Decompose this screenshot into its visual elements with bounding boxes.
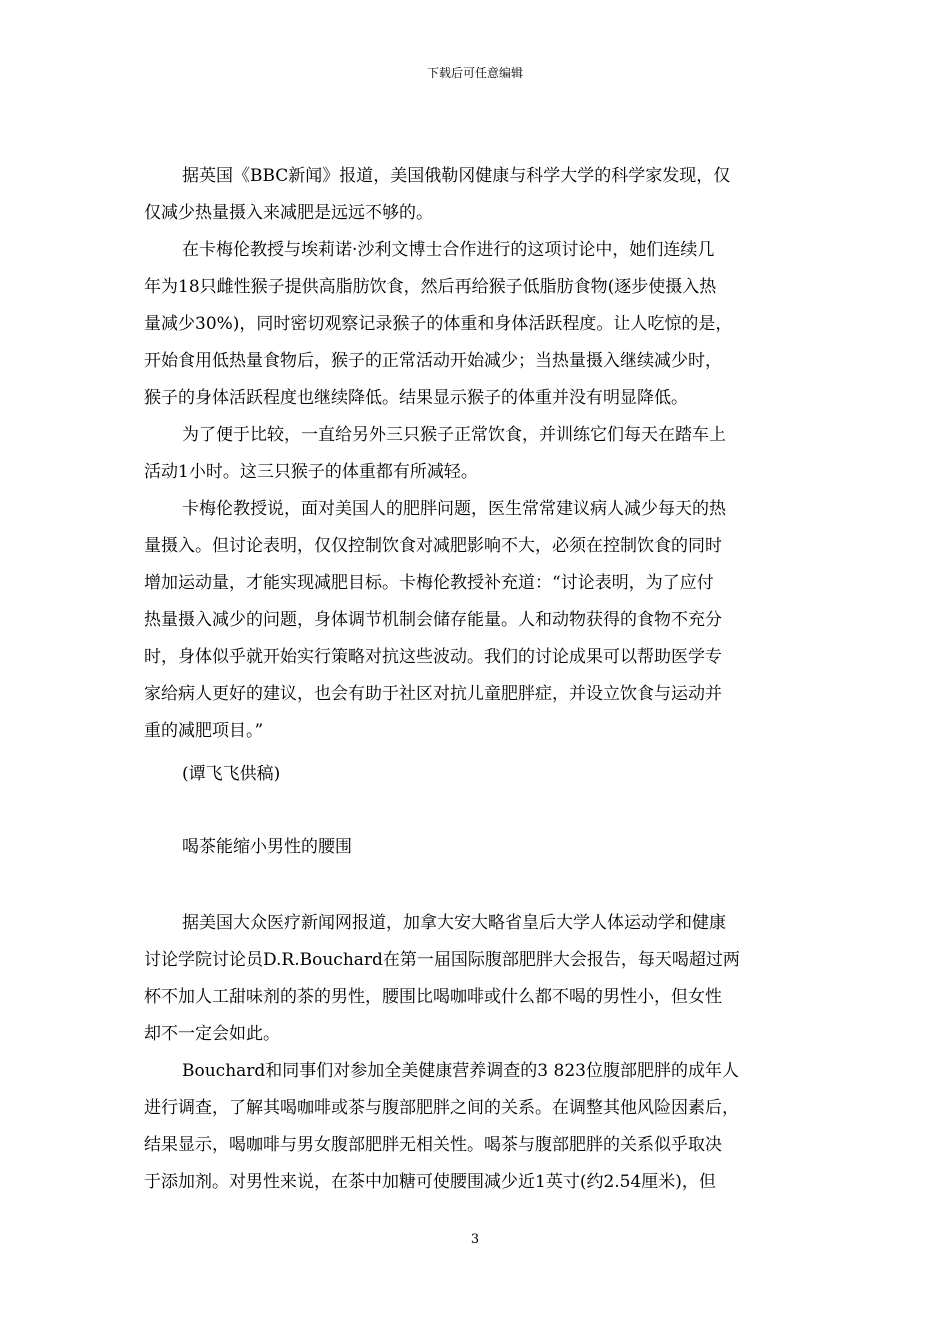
text-line: 进行调查，了解其喝咖啡或茶与腹部肥胖之间的关系。在调整其他风险因素后， (144, 1098, 739, 1118)
text-line: 仅减少热量摄入来减肥是远远不够的。 (144, 203, 433, 223)
text-line: 量摄入。但讨论表明，仅仅控制饮食对减肥影响不大，必须在控制饮食的同时 (144, 536, 722, 556)
text-line: 为了便于比较，一直给另外三只猴子正常饮食，并训练它们每天在踏车上 (182, 425, 726, 445)
text-line: 据美国大众医疗新闻网报道，加拿大安大略省皇后大学人体运动学和健康 (182, 913, 726, 933)
credit-line: (谭飞飞供稿) (182, 764, 281, 784)
text-line: 杯不加人工甜味剂的茶的男性，腰围比喝咖啡或什么都不喝的男性小，但女性 (144, 987, 722, 1007)
text-line: 重的减肥项目。” (144, 721, 264, 741)
text-line: Bouchard和同事们对参加全美健康营养调查的3 823位腹部肥胖的成年人 (182, 1061, 739, 1081)
text-line: 开始食用低热量食物后，猴子的正常活动开始减少；当热量摄入继续减少时， (144, 351, 722, 371)
text-line: 猴子的身体活跃程度也继续降低。结果显示猴子的体重并没有明显降低。 (144, 388, 688, 408)
page-header: 下载后可任意编辑 (426, 66, 523, 80)
text-line: 增加运动量，才能实现减肥目标。卡梅伦教授补充道：“讨论表明，为了应付 (144, 573, 714, 593)
text-line: 于添加剂。对男性来说，在茶中加糖可使腰围减少近1英寸(约2.54厘米)，但 (144, 1172, 716, 1192)
text-line: 据英国《BBC新闻》报道，美国俄勒冈健康与科学大学的科学家发现，仅 (182, 166, 731, 186)
section-title: 喝茶能缩小男性的腰围 (182, 837, 352, 857)
text-line: 却不一定会如此。 (144, 1024, 280, 1044)
text-line: 活动1小时。这三只猴子的体重都有所减轻。 (144, 462, 478, 482)
page-number: 3 (470, 1232, 480, 1247)
text-line: 时，身体似乎就开始实行策略对抗这些波动。我们的讨论成果可以帮助医学专 (144, 647, 722, 667)
text-line: 家给病人更好的建议，也会有助于社区对抗儿童肥胖症，并设立饮食与运动并 (144, 684, 722, 704)
text-line: 在卡梅伦教授与埃莉诺·沙利文博士合作进行的这项讨论中，她们连续几 (182, 240, 715, 260)
text-line: 热量摄入减少的问题，身体调节机制会储存能量。人和动物获得的食物不充分 (144, 610, 722, 630)
text-line: 卡梅伦教授说，面对美国人的肥胖问题，医生常常建议病人减少每天的热 (182, 499, 726, 519)
text-line: 量减少30%)，同时密切观察记录猴子的体重和身体活跃程度。让人吃惊的是， (144, 314, 733, 334)
text-line: 结果显示，喝咖啡与男女腹部肥胖无相关性。喝茶与腹部肥胖的关系似乎取决 (144, 1135, 722, 1155)
text-line: 年为18只雌性猴子提供高脂肪饮食，然后再给猴子低脂肪食物(逐步使摄入热 (144, 277, 717, 297)
text-line: 讨论学院讨论员D.R.Bouchard在第一届国际腹部肥胖大会报告，每天喝超过两 (144, 950, 740, 970)
